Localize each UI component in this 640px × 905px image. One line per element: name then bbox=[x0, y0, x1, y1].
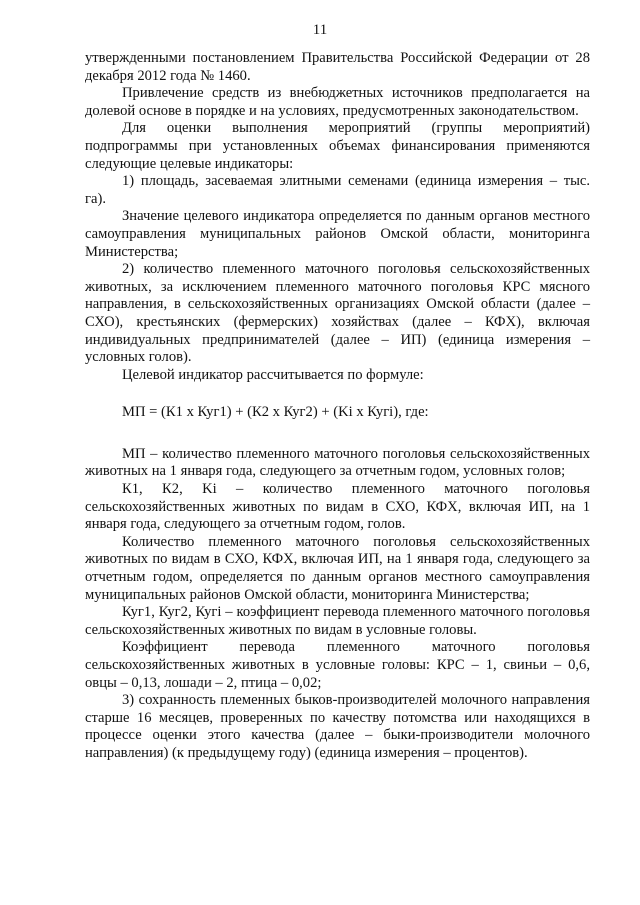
paragraph-indicators-intro: Для оценки выполнения мероприятий (группы мероприятий) подпрограммы при установленных объемах финансирования применяются следующие целевые индикаторы: bbox=[85, 120, 590, 172]
page-number: 11 bbox=[312, 22, 328, 38]
paragraph-indicator-1: 1) площадь, засеваемая элитными семенами (единица измерения – тыс. га). bbox=[85, 173, 590, 207]
paragraph-k-definition: К1, К2, Ki – количество племенного маточного поголовья сельскохозяйственных животных по видам в СХО, КФХ, включая ИП, на 1 января года, следующего за отчетным годом, голов. bbox=[85, 481, 590, 533]
formula: МП = (К1 x Куг1) + (К2 x Куг2) + (Ki x Кугi), где: bbox=[122, 404, 429, 421]
paragraph-decree-reference: утвержденными постановлением Правительства Российской Федерации от 28 декабря 2012 года № 1460. bbox=[85, 50, 590, 84]
paragraph-indicator-1-source: Значение целевого индикатора определяется по данным органов местного самоуправления муниципальных районов Омской области, мониторинга Министерства; bbox=[85, 208, 590, 260]
paragraph-extrabudgetary-funds: Привлечение средств из внебюджетных источников предполагается на долевой основе в порядке и на условиях, предусмотренных законодательством. bbox=[85, 85, 590, 119]
paragraph-conversion-coefficients: Коэффициент перевода племенного маточного поголовья сельскохозяйственных животных в условные головы: КРС – 1, свиньи – 0,6, овцы – 0,13, лошади – 2, птица – 0,02; bbox=[85, 639, 590, 691]
paragraph-kug-definition: Куг1, Куг2, Кугi – коэффициент перевода племенного маточного поголовья сельскохозяйственных животных по видам в условные головы. bbox=[85, 604, 590, 638]
paragraph-indicator-2: 2) количество племенного маточного поголовья сельскохозяйственных животных, за исключением племенного маточного поголовья КРС мясного направления, в сельскохозяйственных организациях Омской области (далее – СХО), крестьянских (фермерских) хозяйствах (далее – КФХ), включая индивидуальных предпринимателей (далее – ИП) (единица измерения – условных голов). bbox=[85, 261, 590, 366]
paragraph-formula-intro: Целевой индикатор рассчитывается по формуле: bbox=[122, 366, 424, 383]
paragraph-livestock-source: Количество племенного маточного поголовья сельскохозяйственных животных по видам в СХО, КФХ, включая ИП, на 1 января года, следующего за отчетным годом, определяется по данным органов местного самоуправления муниципальных районов Омской области, мониторинга Министерства; bbox=[85, 533, 590, 603]
document-body bbox=[85, 50, 590, 763]
paragraph-mp-definition: МП – количество племенного маточного поголовья сельскохозяйственных животных на 1 января года, следующего за отчетным годом, условных голов; bbox=[85, 445, 590, 480]
paragraph-indicator-3: 3) сохранность племенных быков-производителей молочного направления старше 16 месяцев, проверенных по качеству потомства или находящихся в процессе оценки этого качества (далее – быки-производители молочного направления) (к предыдущему году) (единица измерения – процентов). bbox=[85, 692, 590, 761]
